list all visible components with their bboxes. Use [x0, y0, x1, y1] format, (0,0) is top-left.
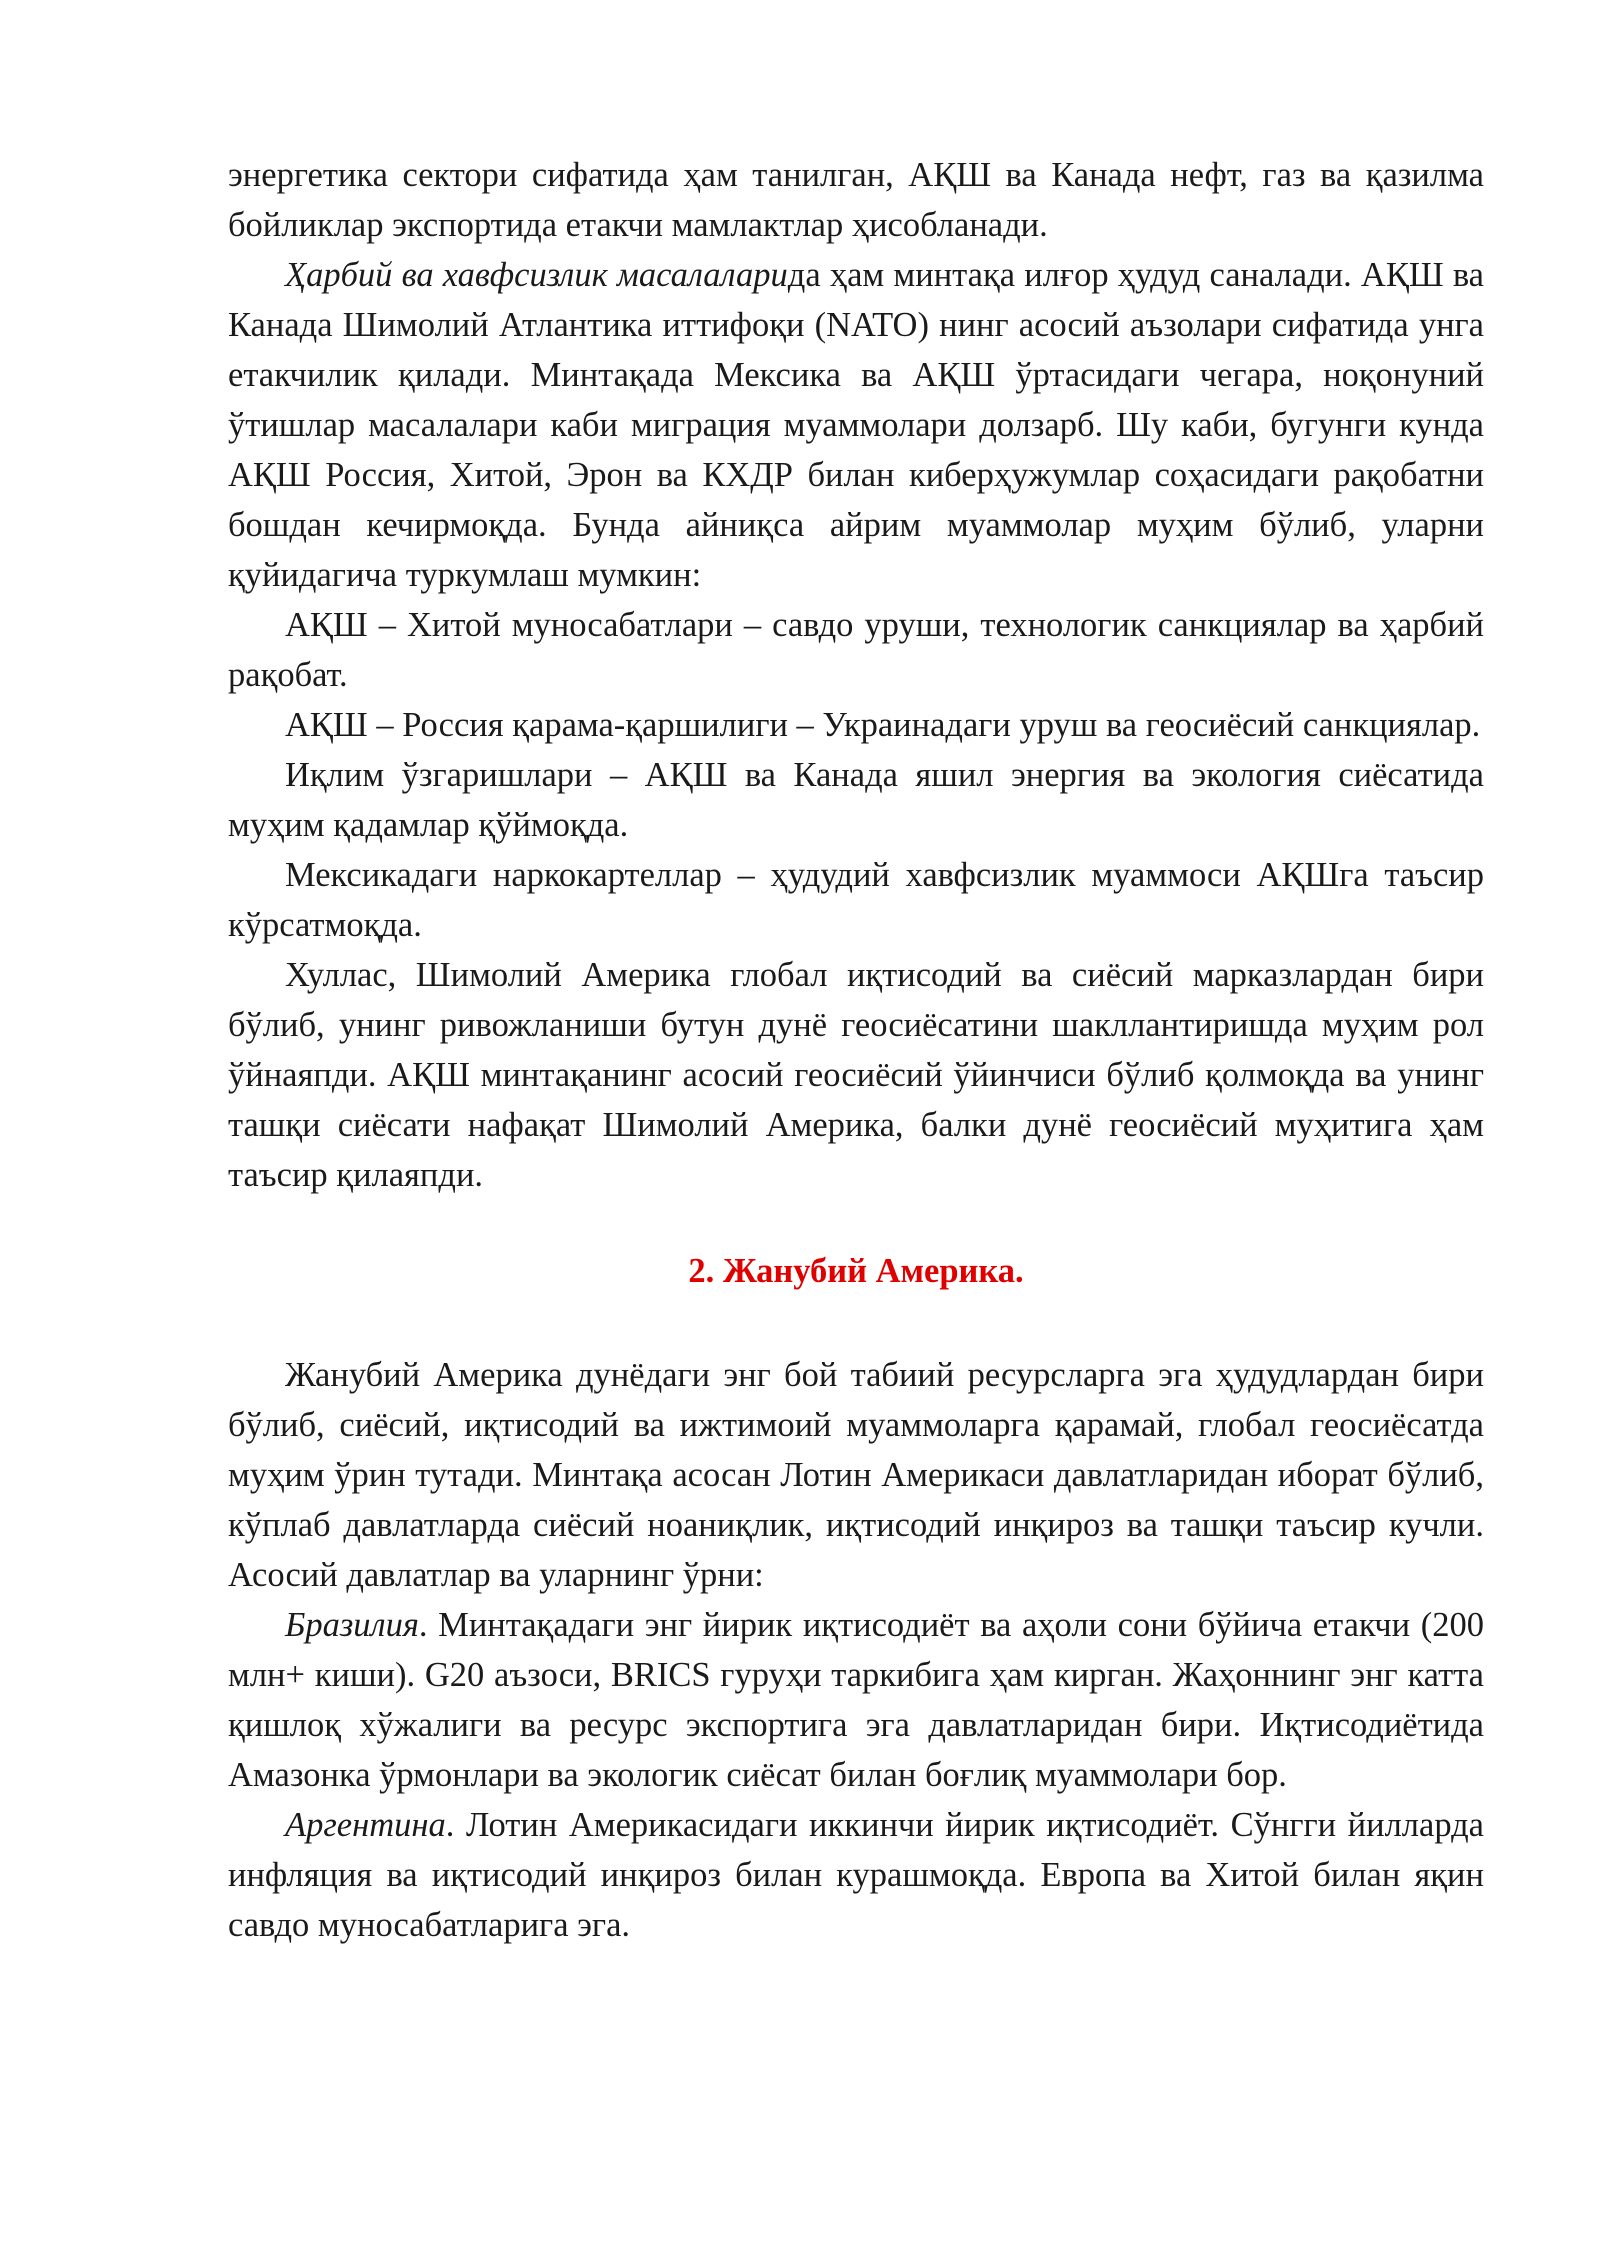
paragraph-text: энергетика сектори сифатида ҳам танилган, АҚШ ва Канада нефт, газ ва қазилма бойликлар экспортида етакчи мамлактлар ҳисобланади. — [228, 156, 1484, 244]
paragraph — [228, 250, 1484, 600]
paragraph — [228, 950, 1484, 1200]
paragraph — [228, 700, 1484, 750]
paragraph-text: АҚШ – Хитой муносабатлари – савдо уруши, технологик санкциялар ва ҳарбий рақобат. — [228, 606, 1484, 694]
paragraph — [228, 600, 1484, 700]
paragraph-text: Жанубий Америка дунёдаги энг бой табиий ресурсларга эга ҳудудлардан бири бўлиб, сиёсий, иқтисодий ва ижтимоий муаммоларга қарамай, глобал геосиёсатда муҳим ўрин тутади. Минтақа асосан Лотин Америкаси давлатларидан иборат бўлиб, кўплаб давлатларда сиёсий ноаниқлик, иқтисодий инқироз ва ташқи таъсир кучли. Асосий давлатлар ва уларнинг ўрни: — [228, 1356, 1484, 1594]
paragraph — [228, 750, 1484, 850]
document-page — [228, 150, 1484, 1950]
paragraph-text: . Минтақадаги энг йирик иқтисодиёт ва аҳоли сони бўйича етакчи (200 млн+ киши). G20 аъзоси, BRICS гуруҳи таркибига ҳам кирган. Жаҳоннинг энг катта қишлоқ хўжалиги ва ресурс экспортига эга давлатларидан бири. Иқтисодиётида Амазонка ўрмонлари ва экологик сиёсат билан боғлиқ муаммолари бор. — [228, 1606, 1484, 1794]
paragraph-text: Мексикадаги наркокартеллар – ҳудудий хавфсизлик муаммоси АҚШга таъсир кўрсатмоқда. — [228, 856, 1484, 944]
section-heading: 2. Жанубий Америка. — [688, 1252, 1024, 1290]
paragraph-text: да ҳам минтақа илғор ҳудуд саналади. АҚШ ва Канада Шимолий Атлантика иттифоқи (NATO) нинг асосий аъзолари сифатида унга етакчилик қилади. Минтақада Мексика ва АҚШ ўртасидаги чегара, ноқонуний ўтишлар масалалари каби миграция муаммолари долзарб. Шу каби, бугунги кунда АҚШ Россия, Хитой, Эрон ва КХДР билан киберҳужумлар соҳасидаги рақобатни бошдан кечирмоқда. Бунда айниқса айрим муаммолар муҳим бўлиб, уларни қуйидагича туркумлаш мумкин: — [228, 256, 1484, 594]
paragraph-italic-lead: Аргентина — [285, 1806, 446, 1844]
paragraph-italic-lead: Бразилия — [285, 1606, 419, 1644]
paragraph-text: Иқлим ўзгаришлари – АҚШ ва Канада яшил энергия ва экология сиёсатида муҳим қадамлар қўймоқда. — [228, 756, 1484, 844]
paragraph — [228, 850, 1484, 950]
paragraph — [228, 1350, 1484, 1600]
paragraph-text: АҚШ – Россия қарама-қаршилиги – Украинадаги уруш ва геосиёсий санкциялар. — [285, 706, 1481, 744]
paragraph — [228, 1800, 1484, 1950]
paragraph-text: Хуллас, Шимолий Америка глобал иқтисодий ва сиёсий марказлардан бири бўлиб, унинг ривожланиши бутун дунё геосиёсатини шакллантиришда муҳим рол ўйнаяпди. АҚШ минтақанинг асосий геосиёсий ўйинчиси бўлиб қолмоқда ва унинг ташқи сиёсати нафақат Шимолий Америка, балки дунё геосиёсий муҳитига ҳам таъсир қилаяпди. — [228, 956, 1484, 1194]
paragraph-italic-lead: Ҳарбий ва хавфсизлик масалалари — [285, 256, 788, 294]
paragraph — [228, 1600, 1484, 1800]
paragraph — [228, 150, 1484, 250]
paragraph-text: . Лотин Америкасидаги иккинчи йирик иқтисодиёт. Сўнгги йилларда инфляция ва иқтисодий инқироз билан курашмоқда. Европа ва Хитой билан яқин савдо муносабатларига эга. — [228, 1806, 1484, 1944]
